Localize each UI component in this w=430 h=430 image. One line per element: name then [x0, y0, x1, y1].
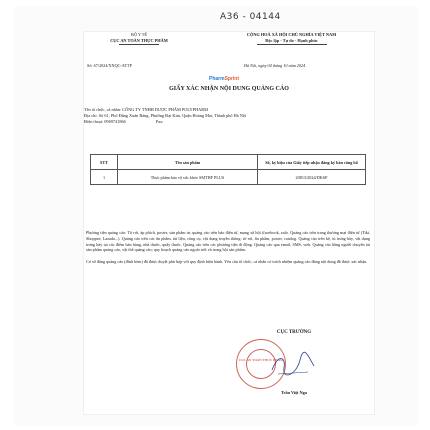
col-header-product: Tên sản phẩm	[118, 155, 258, 170]
body-paragraph-2: Cơ sở đăng quảng cáo (đính kèm) đã được duyệt phù hợp với quy định hiện hành. Yêu cầu tổ chức, cá nhân có trách nhiệm quảng cáo đúng nội dung đã được xác nhận.	[86, 259, 368, 265]
table-row	[91, 170, 366, 185]
organization-phone: Điện thoại: 0969741866	[84, 119, 126, 124]
document-date: Hà Nội, ngày 04 tháng 10 năm 2024	[244, 63, 306, 68]
header-right-rule	[257, 44, 327, 45]
body-paragraph-1: Phương tiện quảng cáo: Tờ rơi, áp phích, poster, sản phẩm in, quảng cáo trên báo điện tử, mạng xã hội (facebook, zalo. Quảng cáo trên trang thương mại điện tử (Tiki, Shoppee, Lazada...). Quảng cáo trên các ấn phẩm, tài liệu, công cụ, vật dụng truyền thông: tờ rơi, ấn phẩm, poster, catalog. Quảng cáo trên kệ, tủ trưng bày, vật dụng trưng bày tại các điểm bán hàng, nhà thuốc, quầy thuốc. Quảng cáo trên các phương tiện di động. Quảng cáo qua email, SMS, web. Quảng cáo bằng người chuyển tải sản phẩm quảng cáo, vật thể quảng cáo; quy hoạch quảng cáo ngoài trời và trong hội sản phẩm.	[86, 230, 370, 253]
document-title: GIẤY XÁC NHẬN NỘI DUNG QUẢNG CÁO	[169, 86, 289, 92]
logo-part1: Pharm	[209, 76, 225, 82]
table-header-row	[91, 155, 366, 170]
body-text	[86, 230, 370, 265]
stamp-text: CỤC AN TOÀN THỰC PHẨM	[238, 358, 284, 362]
country-name: CỘNG HOÀ XÃ HỘI CHỦ NGHĨA VIỆT NAM	[246, 32, 337, 37]
col-header-stt: STT	[91, 155, 118, 170]
product-table	[90, 154, 366, 185]
organization-fax: Fax:	[155, 119, 164, 124]
document-number: Số: 67/2024/XNQC-ATTP	[87, 63, 132, 68]
logo-part2: Sprint	[224, 76, 240, 82]
handwritten-signature	[268, 350, 318, 380]
signature-title: CỤC TRƯỞNG	[276, 330, 312, 335]
header-left-rule	[119, 44, 159, 45]
header-right	[209, 32, 374, 45]
department-name: CỤC AN TOÀN THỰC PHẨM	[110, 38, 168, 43]
handwritten-note: A36 - 04144	[220, 12, 281, 22]
document-sheet	[84, 32, 374, 414]
organization-address: Địa chỉ: Số 61, Phố Đặng Xuân Bảng, Phường Đại Kim, Quận Hoàng Mai, Thành phố Hà Nội	[84, 113, 247, 118]
cell-stt: 1	[91, 170, 118, 185]
motto: Độc lập - Tự do - Hạnh phúc	[265, 38, 318, 43]
organization-info	[84, 107, 372, 125]
cell-registration: 20813/2024/DKSP	[258, 170, 366, 185]
cell-product: Thực phẩm bảo vệ sức khỏe SMTHF PLUS	[118, 170, 258, 185]
col-header-registration: Số, ký hiệu của Giấy tiếp nhận đăng ký bản công bố	[258, 155, 366, 170]
signer-name: Trần Việt Nga	[281, 390, 307, 395]
pharmsprint-logo	[209, 76, 239, 82]
ministry-name: BỘ Y TẾ	[130, 32, 148, 37]
organization-contact	[84, 119, 372, 125]
page-background	[14, 6, 418, 426]
signature-title-block	[234, 330, 354, 335]
header-left	[84, 32, 194, 45]
organization-name: Tên tổ chức, cá nhân: CÔNG TY TNHH DƯỢC PHẨM POLYPHARM	[84, 107, 208, 112]
